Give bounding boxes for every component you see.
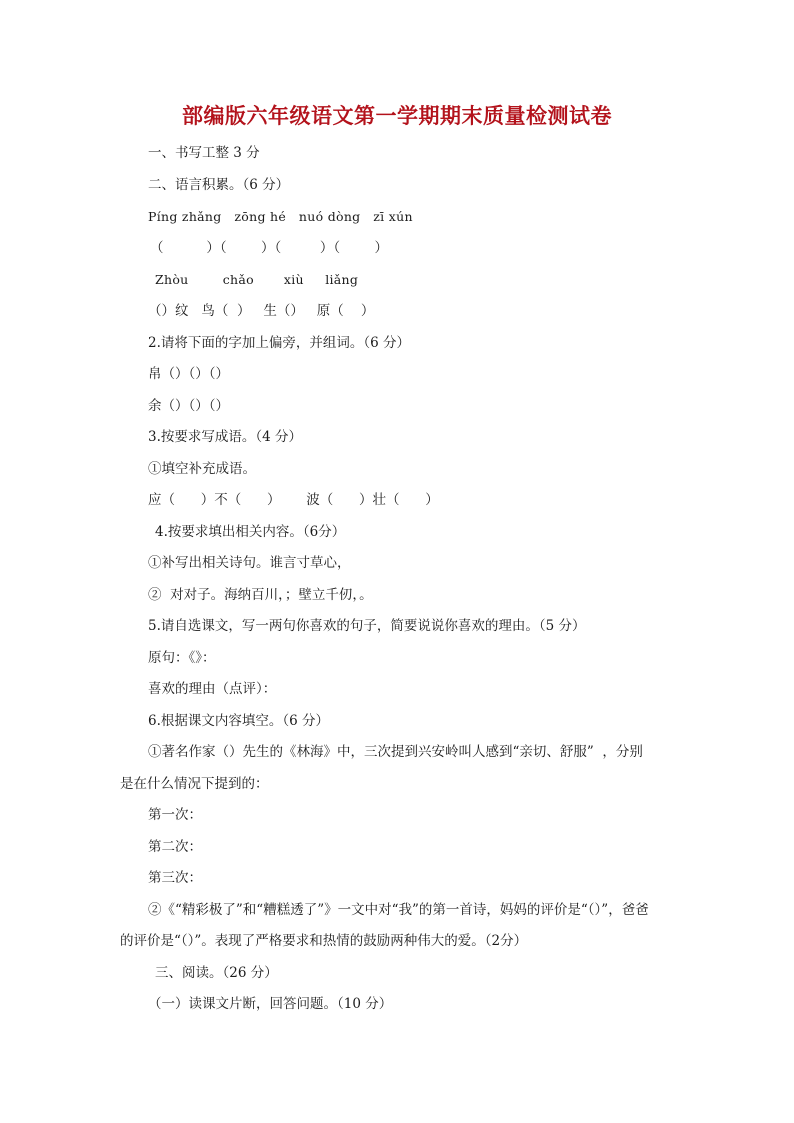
- question-6-item-1-cont: 是在什么情况下提到的：: [120, 776, 269, 792]
- question-4-item-1: ①补写出相关诗句。谁言寸草心，: [148, 555, 351, 571]
- question-4-item-2: ② 对对子。海纳百川，；壁立千仞，。: [148, 587, 373, 603]
- question-5-reason: 喜欢的理由（点评）：: [148, 681, 277, 697]
- blank-row-1: （ ）（ ）（ ）（ ）: [150, 240, 388, 256]
- question-2-item-2: 余（）（）（）: [148, 398, 229, 414]
- exam-title: 部编版六年级语文第一学期期末质量检测试卷: [182, 103, 612, 128]
- question-6-item-1: ①著名作家（）先生的《林海》中，三次提到兴安岭叫人感到“亲切、舒服” ，分别: [148, 744, 643, 760]
- question-5: 5.请自选课文，写一两句你喜欢的句子，简要说说你喜欢的理由。（5 分）: [148, 618, 586, 634]
- question-2-item-1: 帛（）（）（）: [148, 366, 229, 382]
- pinyin-row-1: Píng zhǎng zōng hé nuó dòng zī xún: [148, 209, 413, 224]
- question-6: 6.根据课文内容填空。（6 分）: [148, 713, 330, 729]
- reading-part-1: （一）读课文片断，回答问题。（10 分）: [148, 996, 393, 1012]
- question-3-blanks: 应（ ）不（ ） 波（ ）壮（ ）: [148, 492, 439, 508]
- question-2: 2.请将下面的字加上偏旁，并组词。（6 分）: [148, 335, 411, 351]
- third-time: 第三次：: [148, 870, 202, 886]
- question-6-item-2: ②《“精彩极了”和“糟糕透了”》一文中对“我”的第一首诗，妈妈的评价是“（）”，爸爸: [148, 902, 649, 918]
- question-3-instruction: ①填空补充成语。: [148, 461, 256, 477]
- section-handwriting: 一、书写工整 3 分: [148, 145, 260, 161]
- section-reading: 三、阅读。（26 分）: [155, 965, 278, 981]
- pinyin-row-2: Zhòu chǎo xiù liǎng: [155, 272, 359, 287]
- second-time: 第二次：: [148, 839, 202, 855]
- blank-row-2: （）纹 鸟（ ） 生（） 原（ ）: [148, 303, 375, 319]
- first-time: 第一次：: [148, 807, 202, 823]
- question-3: 3.按要求写成语。（4 分）: [148, 429, 303, 445]
- section-language-accumulation: 二、语言积累。（6 分）: [148, 177, 290, 193]
- question-6-item-2-cont: 的评价是“（）”。表现了严格要求和热情的鼓励两种伟大的爱。（2分）: [120, 933, 528, 949]
- question-4: 4.按要求填出相关内容。（6分）: [155, 524, 346, 540]
- question-5-original: 原句：《》：: [148, 650, 216, 666]
